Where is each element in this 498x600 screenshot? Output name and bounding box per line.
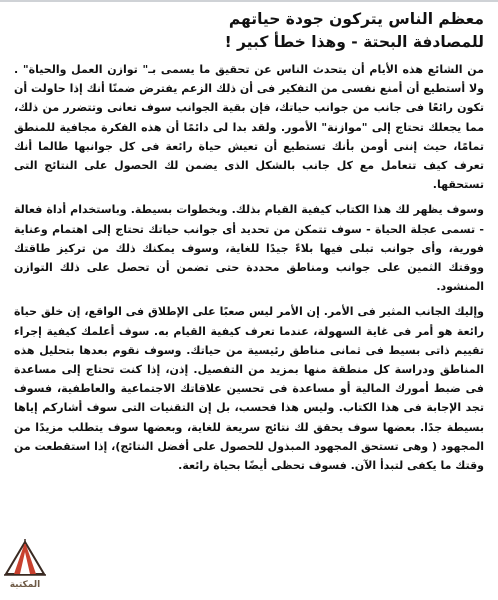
paragraph-1: من الشائع هذه الأيام أن يتحدث الناس عن تحقيق ما يسمى بـ" توازن العمل والحياة" . ولا أستطيع أن أمنع نفسى من التفكير فى أن ذلك الزعم يفترض ضمنًا أنك إذا حاولت أن تكون رائعًا فى جانب من جوانب حياتك، فإن بقية الجوانب سوف تعانى وتتضرر من ذلك، مما يجعلك تحتاج إلى "موازنة" الأمور. ولقد بدا لى دائمًا أن هذه الفكرة مجافية للمنطق تمامًا، حيث إننى أومن بأنك تستطيع أن تعيش حياة رائعة فى كل جوانبها طالما أنك تعرف كيف تتعامل مع كل جانب بالشكل الذى يضمن لك الحصول على النتائج التى تستحقها. (14, 63, 484, 192)
title-line-2: للمصادفة البحتة - وهذا خطأ كبير ! (224, 33, 484, 51)
paragraph-3: وإليك الجانب المثير فى الأمر. إن الأمر ليس صعبًا على الإطلاق فى الواقع، إن خلق حياة رائعة هو أمر فى غاية السهولة، عندما تعرف كيفية القيام به. سوف أعلمك كيفية إجراء تقييم ذاتى بسيط فى ثمانى مناطق رئيسية من حياتك. وسوف نقوم بعدها بتحليل هذه المناطق ودراسة كل منطقة منها بمزيد من التفصيل. إذن، إذا كنت تحتاج إلى مساعدة فى ضبط أمورك المالية أو مساعدة فى تحسين علاقاتك الاجتماعية والعاطفية، فسوف تجد الإجابة فى هذا الكتاب. وليس هذا فحسب، بل إن التقنيات التى سوف أشاركم إياها بسيطة جدًا. بعضها سوف يحقق لك نتائج سريعة للغاية، وبعضها سوف يتطلب مزيدًا من المجهود ( وهى تستحق المجهود المبذول للحصول على أفضل النتائج)، إذا استقطعت من وقتك ما يكفى لتبدأ الآن. فسوف تحظى أيضًا بحياة رائعة. (14, 305, 484, 473)
title-block (14, 8, 484, 54)
library-tent-logo-icon (2, 538, 48, 578)
paragraph-2: وسوف يظهر لك هذا الكتاب كيفية القيام بذلك. وبخطوات بسيطة. وباستخدام أداة فعالة - تسمى عجلة الحياة - سوف تتمكن من تحديد أى جوانب حياتك تحتاج إلى اهتمام وعناية فورية، وأى جوانب تبلى فيها بلاءً جيدًا للغاية، وسوف يمكنك ذلك من تركيز طاقتك ووقتك الثمين على جوانب ومناطق محددة حتى تضمن أن تحصل على ذلك التوازن المنشود. (14, 203, 484, 294)
title-line-1: معظم الناس يتركون جودة حياتهم (228, 10, 484, 28)
watermark-label: المكتبة (9, 580, 41, 590)
watermark-logo (2, 538, 48, 596)
